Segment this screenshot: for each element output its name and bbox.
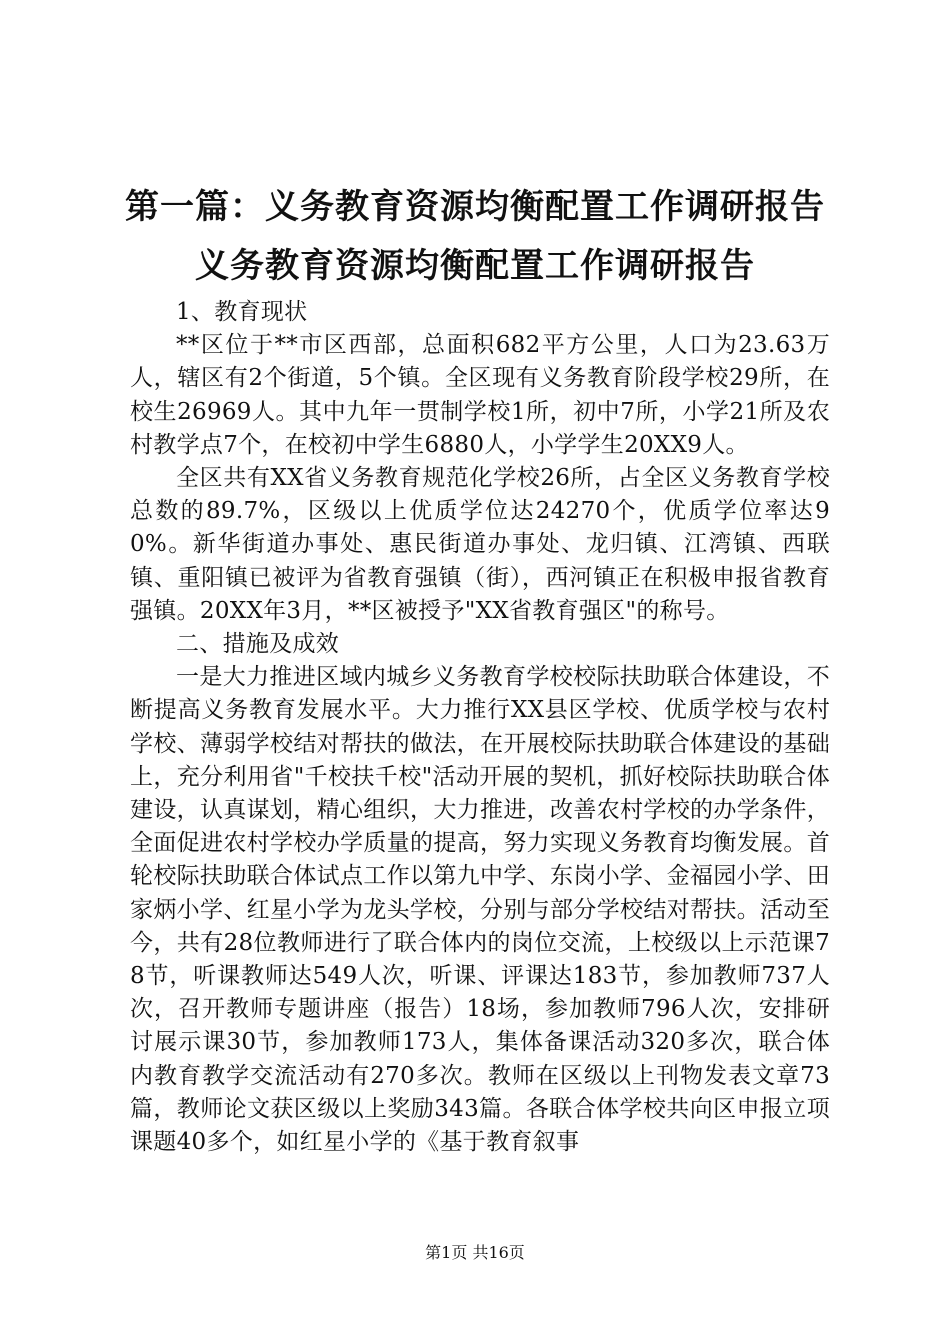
document-body <box>130 296 830 1159</box>
document-subtitle: 义务教育资源均衡配置工作调研报告 <box>195 246 755 286</box>
document-title: 第一篇：义务教育资源均衡配置工作调研报告 <box>125 187 825 227</box>
section-heading-status: 1、教育现状 <box>176 299 308 325</box>
paragraph-quality-schools: 全区共有XX省义务教育规范化学校26所，占全区义务教育学校总数的89.7%，区级以上优质学位达24270个，优质学位率达90%。新华街道办事处、惠民街道办事处、龙归镇、江湾镇、西联镇、重阳镇已被评为省教育强镇（街），西河镇正在积极申报省教育强镇。20XX年3月，**区被授予"XX省教育强区"的称号。 <box>130 465 830 624</box>
section-heading-measures: 二、措施及成效 <box>176 631 340 658</box>
paragraph-measure-one: 一是大力推进区域内城乡义务教育学校校际扶助联合体建设，不断提高义务教育发展水平。大力推行XX县区学校、优质学校与农村学校、薄弱学校结对帮扶的做法，在开展校际扶助联合体建设的基础上，充分利用省"千校扶千校"活动开展的契机，抓好校际扶助联合体建设，认真谋划，精心组织，大力推进，改善农村学校的办学条件，全面促进农村学校办学质量的提高，努力实现义务教育均衡发展。首轮校际扶助联合体试点工作以第九中学、东岗小学、金福园小学、田家炳小学、红星小学为龙头学校，分别与部分学校结对帮扶。活动至今，共有28位教师进行了联合体内的岗位交流，上校级以上示范课78节，听课教师达549人次，听课、评课达183节，参加教师737人次，召开教师专题讲座（报告）18场，参加教师796人次，安排研讨展示课30节，参加教师173人，集体备课活动320多次，联合体内教育教学交流活动有270多次。教师在区级以上刊物发表文章73篇，教师论文获区级以上奖励343篇。各联合体学校共向区申报立项课题40多个，如红星小学的《基于教育叙事 <box>130 664 830 1156</box>
paragraph-district-overview: **区位于**市区西部，总面积682平方公里，人口为23.63万人，辖区有2个街道，5个镇。全区现有义务教育阶段学校29所，在校生26969人。其中九年一贯制学校1所，初中7所，小学21所及农村教学点7个，在校初中学生6880人，小学学生20XX9人。 <box>130 332 830 458</box>
page-number-footer: 第1页 共16页 <box>425 1243 525 1262</box>
